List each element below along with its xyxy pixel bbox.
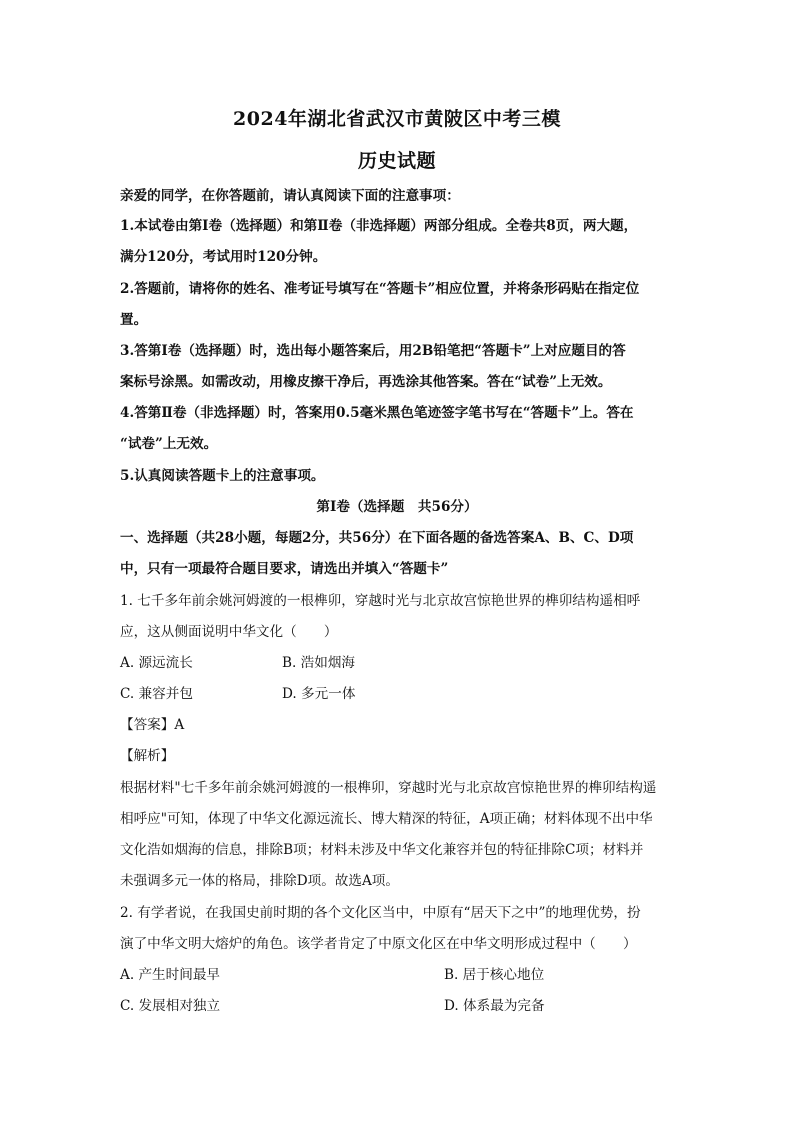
question-1-option-c: C. 兼容并包	[120, 686, 193, 702]
question-1-analysis-line-4: 未强调多元一体的格局，排除D项。故选A项。	[120, 873, 399, 889]
question-1-answer: 【答案】A	[120, 717, 185, 733]
question-2-option-a: A. 产生时间最早	[120, 967, 221, 983]
question-2-stem-line-1: 2. 有学者说，在我国史前时期的各个文化区当中，中原有“居天下之中”的地理优势，扮	[120, 905, 641, 921]
notice-item-3-line-1: 3.答第Ⅰ卷（选择题）时，选出每小题答案后，用2B铅笔把“答题卡”上对应题目的答	[120, 343, 626, 359]
notice-item-3-line-2: 案标号涂黑。如需改动，用橡皮擦干净后，再选涂其他答案。答在“试卷”上无效。	[120, 374, 612, 390]
notice-item-2-line-1: 2.答题前，请将你的姓名、准考证号填写在“答题卡”相应位置，并将条形码贴在指定位	[120, 281, 640, 297]
question-2-option-c: C. 发展相对独立	[120, 998, 221, 1014]
question-1-analysis-line-3: 文化浩如烟海的信息，排除B项；材料未涉及中华文化兼容并包的特征排除C项；材料并	[120, 842, 644, 858]
question-2-option-b: B. 居于核心地位	[444, 967, 545, 983]
question-1-analysis-line-2: 相呼应"可知，体现了中华文化源远流长、博大精深的特征，A项正确；材料体现不出中华	[120, 811, 653, 827]
question-1-stem-line-1: 1. 七千多年前余姚河姆渡的一根榫卯，穿越时光与北京故宫惊艳世界的榫卯结构遥相呼	[120, 593, 641, 609]
notice-intro: 亲爱的同学，在你答题前，请认真阅读下面的注意事项：	[120, 188, 460, 204]
notice-item-1-line-1: 1.本试卷由第Ⅰ卷（选择题）和第Ⅱ卷（非选择题）两部分组成。全卷共8页，两大题，	[120, 218, 638, 234]
notice-item-5: 5.认真阅读答题卡上的注意事项。	[120, 468, 325, 484]
notice-item-4-line-1: 4.答第Ⅱ卷（非选择题）时，答案用0.5毫米黑色笔迹签字笔书写在“答题卡”上。答在	[120, 405, 634, 421]
question-1-option-a: A. 源远流长	[120, 655, 193, 671]
section-instruction-line-2: 中，只有一项最符合题目要求，请选出并填入“答题卡”	[120, 561, 449, 577]
section-instruction-line-1: 一、选择题（共28小题，每题2分，共56分）在下面各题的备选答案A、B、C、D项	[120, 530, 634, 546]
page-title: 2024年湖北省武汉市黄陂区中考三模	[233, 108, 561, 130]
notice-item-1-line-2: 满分120分，考试用时120分钟。	[120, 249, 327, 265]
question-1-option-b: B. 浩如烟海	[282, 655, 356, 671]
question-1-option-d: D. 多元一体	[282, 686, 356, 702]
section-heading: 第Ⅰ卷（选择题 共56分）	[316, 499, 478, 515]
question-1-analysis-line-1: 根据材料"七千多年前余姚河姆渡的一根榫卯，穿越时光与北京故宫惊艳世界的榫卯结构遥	[120, 780, 657, 796]
notice-item-4-line-2: “试卷”上无效。	[120, 436, 218, 452]
question-1-analysis-label: 【解析】	[120, 748, 175, 764]
question-2-option-d: D. 体系最为完备	[444, 998, 545, 1014]
page-subtitle: 历史试题	[357, 150, 436, 172]
notice-item-2-line-2: 置。	[120, 312, 148, 328]
question-1-stem-line-2: 应，这从侧面说明中华文化（ ）	[120, 624, 338, 640]
question-2-stem-line-2: 演了中华文明大熔炉的角色。该学者肯定了中原文化区在中华文明形成过程中（ ）	[120, 936, 637, 952]
